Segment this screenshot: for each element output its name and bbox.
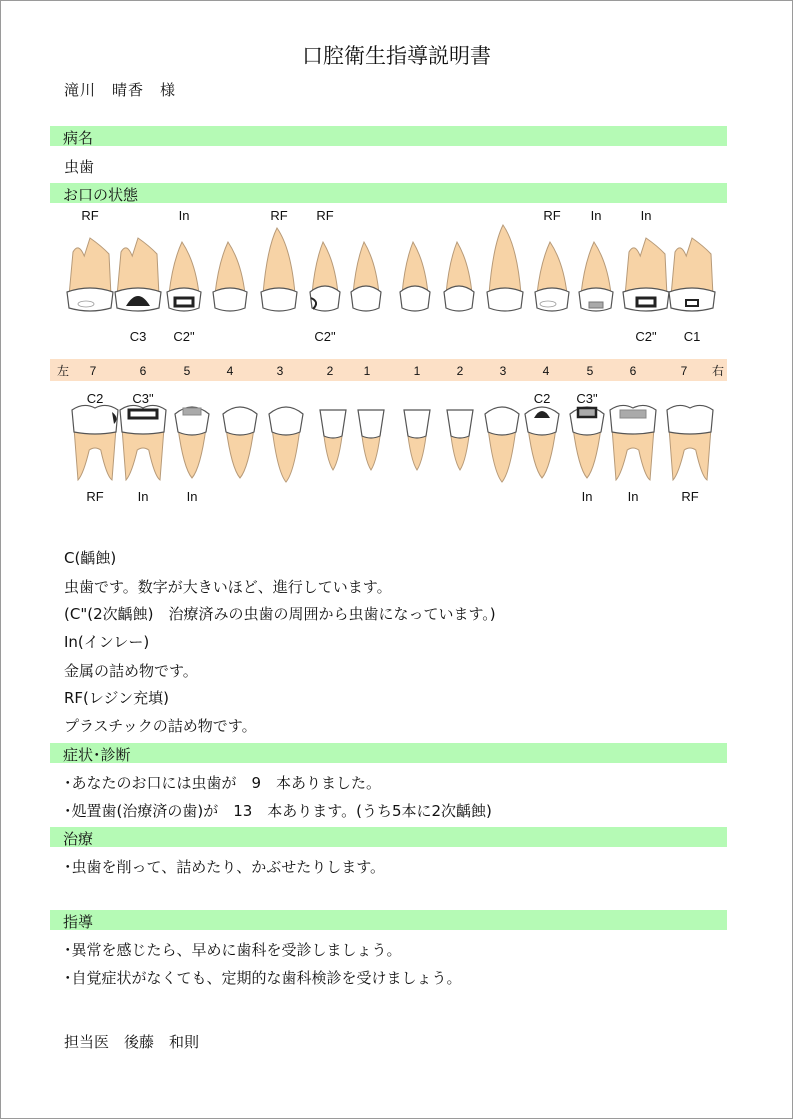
tooth-root xyxy=(489,225,521,294)
legend-c-title: C(齲蝕) xyxy=(64,549,117,567)
lower-treatment-label: In xyxy=(581,489,593,504)
inlay-mark xyxy=(686,300,698,306)
tooth-root xyxy=(169,242,199,294)
upper-treatment-label: In xyxy=(178,208,190,223)
side-marker-left: 左 xyxy=(56,364,70,378)
inlay-mark xyxy=(175,298,193,306)
legend-in-desc: 金属の詰め物です。 xyxy=(64,662,198,680)
tooth-root xyxy=(625,238,667,296)
tooth-crown xyxy=(444,286,474,311)
tooth-number: 4 xyxy=(226,364,234,378)
section-heading: お口の状態 xyxy=(63,186,139,204)
symptoms-line-1: ･あなたのお口には虫歯が 9 本ありました。 xyxy=(64,774,382,792)
lower-status-label: C3" xyxy=(576,391,598,406)
inlay-mark xyxy=(589,302,603,308)
tooth-crown xyxy=(404,410,430,438)
tooth-crown xyxy=(535,288,569,311)
tooth-root xyxy=(69,238,111,296)
tooth-crown xyxy=(213,288,247,311)
lower-status-label: C2 xyxy=(86,391,104,406)
legend-rf-title: RF(レジン充填) xyxy=(64,689,170,707)
inlay-mark xyxy=(183,408,201,415)
tooth-crown xyxy=(72,405,118,434)
lower-treatment-label: In xyxy=(186,489,198,504)
tooth-root xyxy=(215,242,245,294)
tooth-number: 1 xyxy=(413,364,421,378)
side-marker-right: 右 xyxy=(711,364,725,378)
diagnosis-value: 虫歯 xyxy=(64,158,95,176)
upper-treatment-label: RF xyxy=(81,208,99,223)
tooth-number: 5 xyxy=(183,364,191,378)
upper-status-label: C2" xyxy=(173,329,195,344)
dental-chart xyxy=(50,200,730,520)
upper-status-label: C2" xyxy=(314,329,336,344)
patient-name: 滝川 晴香 様 xyxy=(64,81,177,99)
tooth-number: 5 xyxy=(586,364,594,378)
tooth-number: 1 xyxy=(363,364,371,378)
document-title: 口腔衛生指導説明書 xyxy=(302,44,491,68)
tooth-crown xyxy=(67,288,113,311)
lower-treatment-label: In xyxy=(137,489,149,504)
lower-treatment-label: RF xyxy=(86,489,104,504)
doctor-name: 担当医 後藤 和則 xyxy=(64,1033,200,1051)
tooth-crown xyxy=(667,405,713,434)
guidance-line-1: ･異常を感じたら、早めに歯科を受診しましょう。 xyxy=(64,941,402,959)
tooth-crown xyxy=(400,286,430,311)
legend-c2-desc: (C"(2次齲蝕) 治療済みの虫歯の周囲から虫歯になっています。) xyxy=(64,605,496,623)
guidance-line-2: ･自覚症状がなくても、定期的な歯科検診を受けましょう。 xyxy=(64,969,462,987)
tooth-number: 6 xyxy=(139,364,147,378)
tooth-root xyxy=(74,428,116,480)
tooth-root xyxy=(122,428,164,480)
tooth-root xyxy=(537,242,567,294)
lower-treatment-label: In xyxy=(627,489,639,504)
inlay-mark xyxy=(578,408,596,417)
tooth-root xyxy=(612,428,654,480)
tooth-root xyxy=(117,238,159,296)
tooth-root xyxy=(263,228,295,294)
legend-in-title: In(インレー) xyxy=(64,633,150,651)
upper-treatment-label: RF xyxy=(543,208,561,223)
tooth-crown xyxy=(487,288,523,311)
tooth-number: 2 xyxy=(456,364,464,378)
section-heading: 症状･診断 xyxy=(63,746,131,764)
lower-status-label: C3" xyxy=(132,391,154,406)
inlay-mark xyxy=(129,410,157,418)
upper-treatment-label: RF xyxy=(316,208,334,223)
upper-treatment-label: In xyxy=(590,208,602,223)
legend-c-desc: 虫歯です。数字が大きいほど、進行しています。 xyxy=(64,578,392,596)
upper-treatment-label: In xyxy=(640,208,652,223)
tooth-crown xyxy=(358,410,384,438)
tooth-crown xyxy=(320,410,346,438)
legend-rf-desc: プラスチックの詰め物です。 xyxy=(64,717,257,735)
tooth-number: 6 xyxy=(629,364,637,378)
resin-mark xyxy=(78,301,94,307)
tooth-crown xyxy=(261,288,297,311)
tooth-root xyxy=(669,428,711,480)
tooth-number-band xyxy=(50,359,727,381)
upper-treatment-label: RF xyxy=(270,208,288,223)
resin-mark xyxy=(540,301,556,307)
inlay-mark xyxy=(620,410,646,418)
section-guidance xyxy=(50,910,727,930)
tooth-crown xyxy=(351,286,381,311)
lower-status-label: C2 xyxy=(533,391,551,406)
treatment-line-1: ･虫歯を削って、詰めたり、かぶせたりします。 xyxy=(64,858,386,876)
tooth-number: 4 xyxy=(542,364,550,378)
upper-status-label: C1 xyxy=(683,329,701,344)
tooth-root xyxy=(272,428,300,482)
tooth-number: 7 xyxy=(89,364,97,378)
tooth-root xyxy=(488,428,516,482)
section-heading: 指導 xyxy=(63,913,94,931)
upper-status-label: C3 xyxy=(129,329,147,344)
section-treatment xyxy=(50,827,727,847)
tooth-root xyxy=(671,238,713,296)
inlay-mark xyxy=(637,298,655,306)
tooth-crown xyxy=(269,407,303,435)
tooth-number: 2 xyxy=(326,364,334,378)
tooth-crown xyxy=(485,407,519,435)
tooth-crown xyxy=(447,410,473,438)
tooth-number: 3 xyxy=(499,364,507,378)
symptoms-line-2: ･処置歯(治療済の歯)が 13 本あります。(うち5本に2次齲蝕) xyxy=(64,802,492,820)
lower-treatment-label: RF xyxy=(681,489,699,504)
tooth-number: 3 xyxy=(276,364,284,378)
upper-status-label: C2" xyxy=(635,329,657,344)
section-symptoms xyxy=(50,743,727,763)
section-diagnosis xyxy=(50,126,727,146)
tooth-number: 7 xyxy=(680,364,688,378)
tooth-crown xyxy=(223,407,257,435)
section-heading: 治療 xyxy=(63,830,94,848)
section-heading: 病名 xyxy=(63,129,94,147)
tooth-root xyxy=(581,242,611,294)
